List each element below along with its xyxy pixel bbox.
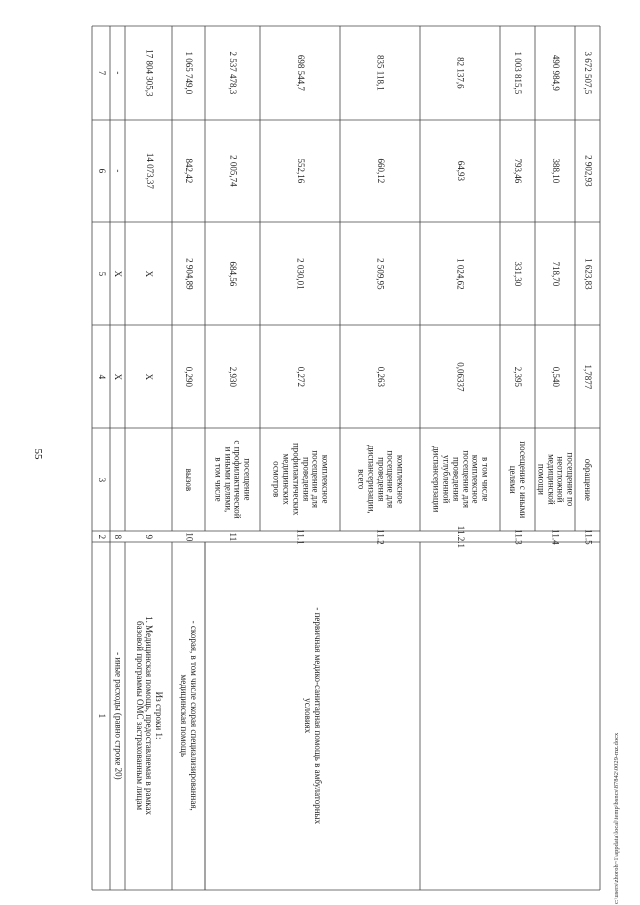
cell-col3: в том числе комплексное посещение для проведения углубленной диспансеризации (431, 446, 491, 513)
cell-col5: 331,30 (513, 261, 524, 286)
cell-col7: 835 118,1 (375, 55, 386, 91)
cell-col4: X (144, 373, 155, 380)
cell-col3: комплексное посещение для проведения профилактических медицинских осмотров (271, 443, 331, 516)
cell-col6: 660,12 (375, 158, 386, 184)
header-cell: 2 (96, 534, 107, 539)
cell-col3 (125, 428, 172, 531)
cell-col5: 2 904,89 (184, 257, 195, 290)
cell-col6: 842,42 (184, 158, 195, 184)
header-cell: 7 (96, 70, 107, 76)
header-cell: 3 (96, 477, 107, 482)
cell-col5: 2 030,01 (295, 257, 306, 290)
cell-col6: 2 902,93 (583, 155, 594, 187)
cell-col7: 490 984,9 (550, 55, 561, 91)
cell-col2: 11 (228, 532, 239, 541)
cell-col3: вызов (184, 468, 195, 491)
cell-col7: 17 804 305,3 (144, 49, 155, 97)
cell-col4: 0,540 (550, 366, 561, 387)
cell-col3: посещение по неотложной медицинской помощи (536, 452, 576, 507)
cell-col2: 11.1 (295, 528, 306, 545)
cell-col5: X (144, 270, 155, 277)
cell-col5: 718,70 (550, 261, 561, 286)
header-cell: 6 (96, 168, 107, 174)
header-cell: 5 (96, 271, 107, 276)
cell-col7: 82 137,6 (455, 57, 466, 89)
cell-col5: 1 623,83 (583, 257, 594, 290)
cell-col1: Из строки 1: 1. Медицинская помощь, предоставляемая в рамках базовой программы ОМС застрахованным лицам (134, 616, 165, 816)
page-number: 55 (32, 448, 44, 460)
cell-col5: X (113, 270, 124, 277)
cell-col6: 14 073,37 (144, 153, 155, 189)
cell-col6: 793,46 (513, 158, 524, 184)
cell-col5: 684,56 (228, 261, 239, 286)
cell-col6: 64,93 (455, 160, 466, 182)
cell-col2: 11.5 (583, 528, 594, 545)
cell-col7: 1 065 749,0 (184, 51, 195, 95)
cell-col4: 0,06337 (455, 361, 466, 392)
cell-col6: 552,16 (295, 158, 306, 184)
cell-col3: комплексное посещение для проведения диспансеризации, всего (356, 445, 406, 514)
cell-col2: 11.2 (375, 528, 386, 545)
cell-col5: 1 024,62 (455, 257, 466, 290)
cell-col2: 10 (184, 532, 195, 541)
cell-col2: 8 (113, 534, 124, 539)
cell-col7: 2 537 478,3 (228, 51, 239, 95)
footer-path: c:\users\zhoroh~1\appdata\local\temp\bsncs\87842\0029-mz.docx (613, 732, 620, 904)
cell-col1: - иные расходы (равно строке 20) (113, 652, 124, 780)
cell-col6: 388,10 (550, 158, 561, 184)
header-cell: 4 (96, 374, 107, 379)
cell-col4: 0,290 (184, 366, 195, 387)
cell-col6: 2 005,74 (228, 155, 239, 187)
cell-col3: посещение с иными целями (508, 441, 529, 518)
cell-col7: 3 672 507,5 (583, 51, 594, 95)
cell-col2: 11.4 (550, 528, 561, 545)
cell-col4: 0,263 (375, 366, 386, 387)
cell-col3: обращение (583, 458, 594, 501)
cell-col2: 11.2.1 (455, 525, 466, 548)
cell-col2: 9 (144, 534, 155, 539)
cell-col2: 11.3 (513, 528, 524, 545)
cell-col1: - первичная медико-санитарная помощь в амбулаторных условиях (303, 607, 324, 825)
cell-col7: - (113, 71, 124, 75)
header-cell: 1 (96, 713, 107, 719)
cell-col5: 2 509,95 (375, 257, 386, 290)
cell-col4: X (113, 373, 124, 380)
cell-col4: 0,272 (295, 366, 306, 387)
cell-col7: 698 544,7 (295, 55, 306, 91)
cell-col3 (110, 428, 125, 531)
cell-col1: - скорая, в том числе скорая специализированная, медицинская помощь (179, 620, 200, 812)
cell-col7: 1 003 815,5 (513, 51, 524, 95)
cell-col4: 1,7877 (583, 364, 594, 389)
cell-col3: посещение с профилактической и иными целями, в том числе (213, 440, 253, 519)
cell-col4: 2,395 (513, 366, 524, 387)
cell-col4: 2,930 (228, 366, 239, 387)
cell-col6: - (113, 169, 124, 173)
